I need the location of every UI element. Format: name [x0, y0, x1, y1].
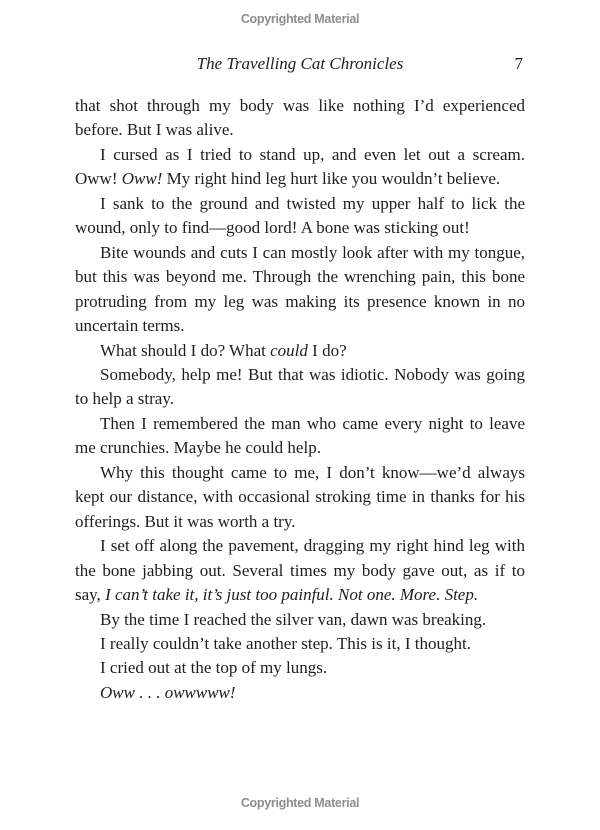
paragraph [75, 143, 525, 192]
book-title: The Travelling Cat Chronicles [196, 54, 404, 73]
paragraph [75, 534, 525, 607]
paragraph [75, 94, 525, 143]
paragraph [75, 363, 525, 412]
paragraph [75, 339, 525, 363]
paragraph [75, 681, 525, 705]
text-run: that shot through my body was like nothing I’d experienced before. But I was alive. [75, 96, 525, 140]
italic-text-run: Oww! [121, 169, 163, 189]
copyright-watermark-top: Copyrighted Material [240, 12, 360, 26]
paragraph [75, 632, 525, 656]
paragraph [75, 656, 525, 680]
italic-text-run: Oww . . . owwwww! [100, 682, 236, 702]
paragraph [75, 192, 525, 241]
body-text [75, 94, 525, 705]
page-number: 7 [514, 54, 523, 73]
text-run: I cried out at the top of my lungs. [100, 658, 328, 678]
text-run: Why this thought came to me, I don’t know—we’d always kept our distance, with occasional stroking time in thanks for his offerings. But it was worth a try. [75, 462, 525, 531]
text-run: My right hind leg hurt like you wouldn’t believe. [162, 169, 501, 189]
paragraph [75, 608, 525, 632]
italic-text-run: I can’t take it, it’s just too painful. Not one. More. Step. [105, 585, 479, 605]
paragraph [75, 412, 525, 461]
text-run: What should I do? What [100, 340, 271, 360]
text-run: Bite wounds and cuts I can mostly look after with my tongue, but this was beyond me. Through the wrenching pain, this bone protruding from my leg was making its presence known in no uncertain terms. [75, 242, 525, 336]
running-header [75, 53, 525, 75]
paragraph [75, 461, 525, 534]
text-run: I do? [307, 340, 347, 360]
text-run: I really couldn’t take another step. This is it, I thought. [100, 633, 471, 653]
text-run: By the time I reached the silver van, dawn was breaking. [100, 609, 487, 629]
text-run: I sank to the ground and twisted my upper half to lick the wound, only to find—good lord! A bone was sticking out! [75, 193, 525, 238]
text-run: I set off along the pavement, dragging my right hind leg with the bone jabbing out. Several times my body gave out, as if to say, [75, 536, 525, 605]
text-run: I cursed as I tried to stand up, and even let out a scream. Oww! [75, 144, 525, 189]
italic-text-run: could [270, 340, 308, 360]
text-run: Somebody, help me! But that was idiotic. Nobody was going to help a stray. [75, 364, 525, 409]
text-run: Then I remembered the man who came every night to leave me crunchies. Maybe he could help. [75, 413, 525, 458]
copyright-watermark-bottom: Copyrighted Material [240, 796, 360, 810]
paragraph [75, 241, 525, 339]
